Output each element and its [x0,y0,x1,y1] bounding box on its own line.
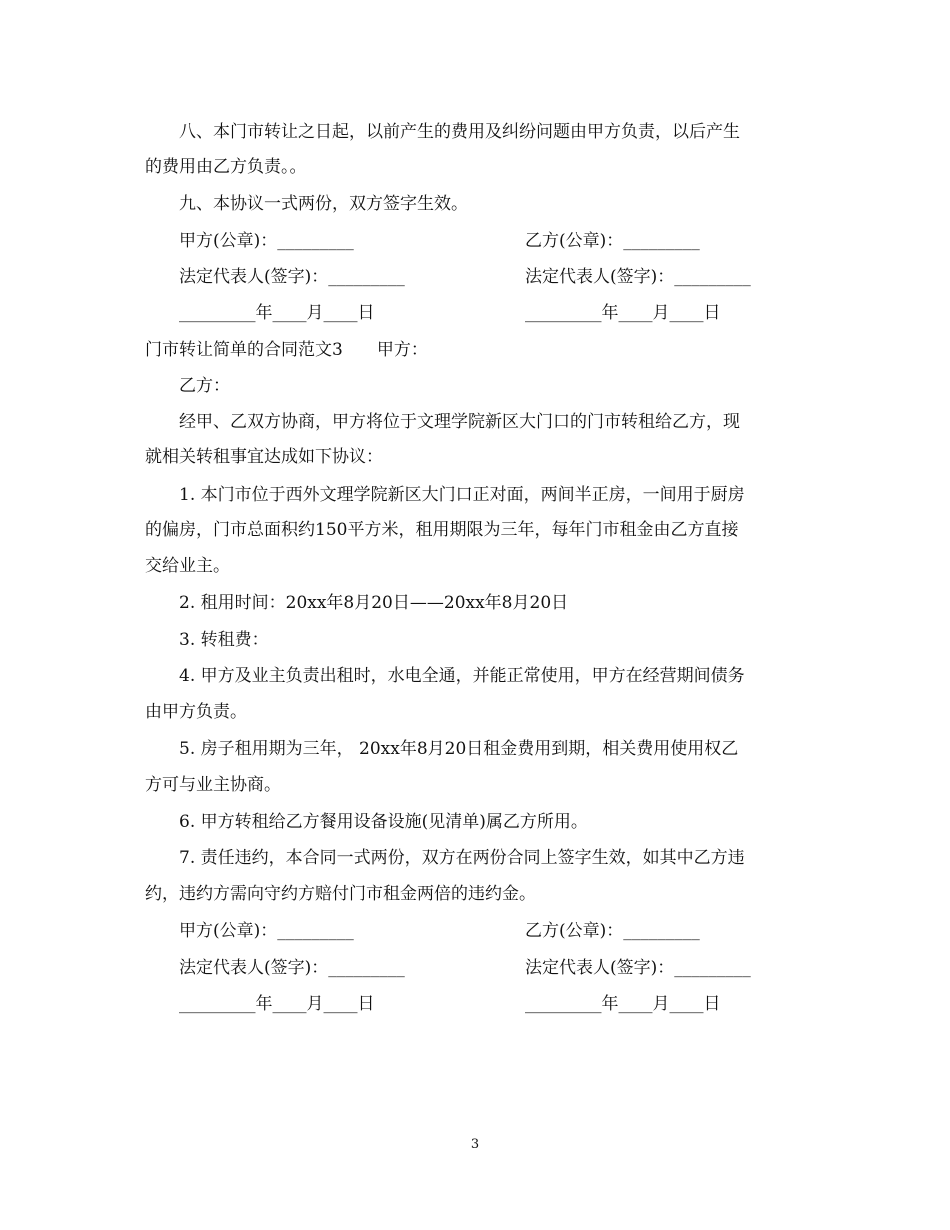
item-1-line-1: 1. 本门市位于西外文理学院新区大门口正对面，两间半正房，一间用于厨房 [179,485,745,505]
item-2: 2. 租用时间：20xx年8月20日——20xx年8月20日 [179,593,569,613]
party-b-seal-2: 乙方(公章)：_________ [525,921,700,941]
item-5-line-2: 方可与业主协商。 [145,775,281,795]
intro-line-2: 就相关转租事宜达成如下协议： [145,447,383,467]
party-b-date-2: _________年____月____日 [525,994,721,1014]
intro-line-1: 经甲、乙双方协商，甲方将位于文理学院新区大门口的门市转租给乙方，现 [179,412,740,432]
page-number: 3 [470,1137,480,1152]
item-5-line-1: 5. 房子租用期为三年， 20xx年8月20日租金费用到期，相关费用使用权乙 [179,739,739,759]
party-a-seal-1: 甲方(公章)：_________ [179,231,354,251]
party-a-date-2: _________年____月____日 [179,994,375,1014]
item-7-line-1: 7. 责任违约，本合同一式两份，双方在两份合同上签字生效，如其中乙方违 [179,848,745,868]
party-a-rep-1: 法定代表人(签字)：_________ [179,267,405,287]
party-b-rep-2: 法定代表人(签字)：_________ [525,958,751,978]
item-6: 6. 甲方转租给乙方餐用设备设施(见清单)属乙方所用。 [179,812,588,832]
item-4-line-2: 由甲方负责。 [145,702,247,722]
party-b-heading: 乙方： [179,376,230,396]
item-3: 3. 转租费： [179,630,269,650]
party-b-seal-1: 乙方(公章)：_________ [525,231,700,251]
party-b-date-1: _________年____月____日 [525,303,721,323]
party-b-rep-1: 法定代表人(签字)：_________ [525,267,751,287]
party-a-date-1: _________年____月____日 [179,303,375,323]
clause-8-line-1: 八、本门市转让之日起，以前产生的费用及纠纷问题由甲方负责，以后产生 [179,122,740,142]
party-a-rep-2: 法定代表人(签字)：_________ [179,958,405,978]
clause-8-line-2: 的费用由乙方负责。。 [145,157,307,177]
item-1-line-3: 交给业主。 [145,556,230,576]
party-a-seal-2: 甲方(公章)：_________ [179,921,354,941]
item-4-line-1: 4. 甲方及业主负责出租时，水电全通，并能正常使用，甲方在经营期间债务 [179,666,745,686]
clause-9: 九、本协议一式两份，双方签字生效。 [179,194,468,214]
item-1-line-2: 的偏房，门市总面积约150平方米，租用期限为三年，每年门市租金由乙方直接 [145,520,739,540]
item-7-line-2: 约，违约方需向守约方赔付门市租金两倍的违约金。 [145,884,536,904]
section-title-3: 门市转让简单的合同范文3 甲方： [145,340,428,360]
